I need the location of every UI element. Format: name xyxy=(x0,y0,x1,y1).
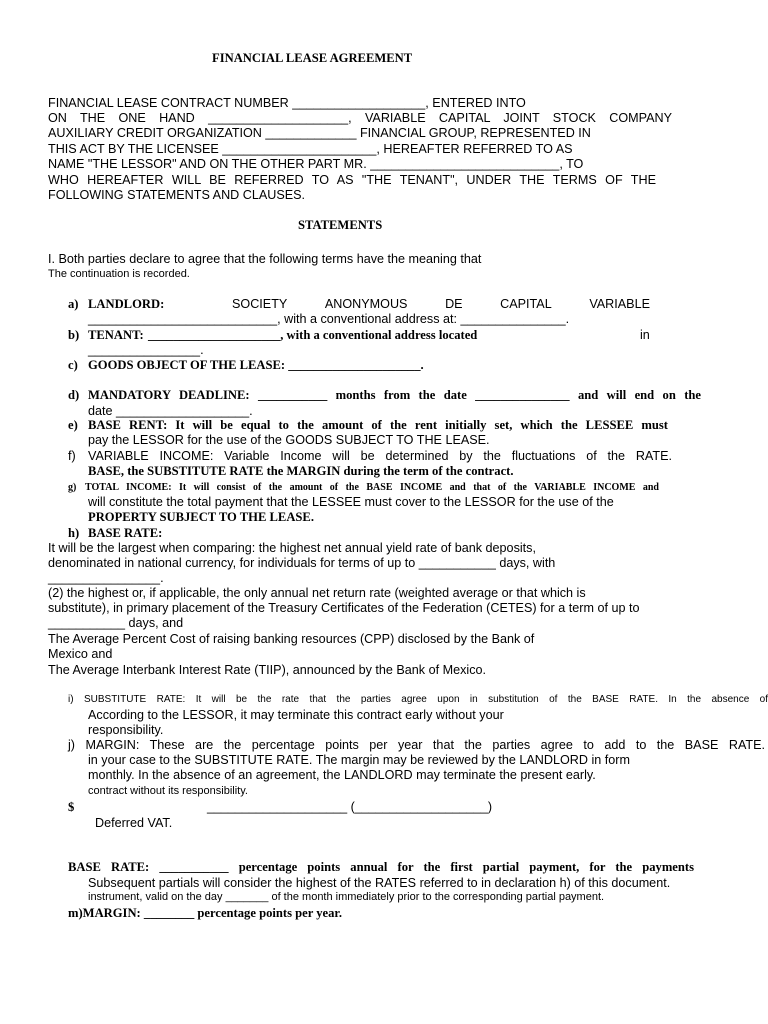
base-rate-clause-line-2: Subsequent partials will consider the highest of the RATES referred to in declaration h) of this document. xyxy=(88,876,671,890)
intro-line-4: THIS ACT BY THE LICENSEE ______________________, HEREAFTER REFERRED TO AS xyxy=(48,142,573,156)
item-a-letter: a) xyxy=(68,297,79,311)
item-i-line-3: responsibility. xyxy=(88,723,164,737)
item-a-word-3: DE xyxy=(445,297,463,311)
item-d-line-2: date ___________________. xyxy=(88,404,253,418)
item-j-line-4: contract without its responsibility. xyxy=(88,785,248,797)
item-b-in: in xyxy=(640,328,650,342)
item-g-letter: g) xyxy=(68,482,77,493)
deferred-vat: Deferred VAT. xyxy=(95,816,173,830)
item-h-label: BASE RATE: xyxy=(88,526,163,540)
item-a-words xyxy=(232,298,650,312)
dollar-sign: $ xyxy=(68,800,75,814)
item-h-letter: h) xyxy=(68,526,80,540)
item-i-line-2: According to the LESSOR, it may terminate this contract early without your xyxy=(88,708,504,722)
item-b-label: TENANT: xyxy=(88,328,144,342)
item-b-letter: b) xyxy=(68,328,80,342)
margin-clause: m)MARGIN: ________ percentage points per year. xyxy=(68,906,342,920)
item-j-line-2: in your case to the SUBSTITUTE RATE. The margin may be reviewed by the LANDLORD in form xyxy=(88,753,630,767)
item-h-p9: The Average Interbank Interest Rate (TIIP), announced by the Bank of Mexico. xyxy=(48,663,486,677)
item-j-text: j) MARGIN: These are the percentage points per year that the parties agree to add to the BASE RATE. xyxy=(68,738,765,752)
intro-line-1: FINANCIAL LEASE CONTRACT NUMBER ___________________, ENTERED INTO xyxy=(48,96,526,110)
item-h-p6: ___________ days, and xyxy=(48,616,184,630)
intro-line-3: AUXILIARY CREDIT ORGANIZATION _____________ FINANCIAL GROUP, REPRESENTED IN xyxy=(48,126,591,140)
item-h-p8: Mexico and xyxy=(48,647,113,661)
item-e-letter: e) xyxy=(68,418,78,432)
item-d-letter: d) xyxy=(68,388,80,402)
item-h-p3: ________________. xyxy=(48,571,164,585)
item-g-text: TOTAL INCOME: It will consist of the amount of the BASE INCOME and that of the VARIABLE INCOME and xyxy=(85,482,659,493)
intro-line-5: NAME "THE LESSOR" AND ON THE OTHER PART MR. ___________________________, TO xyxy=(48,157,584,171)
item-e-text: BASE RENT: It will be equal to the amount of the rent initially set, which the LESSEE must xyxy=(88,418,668,432)
item-c-text: GOODS OBJECT OF THE LEASE: _____________________. xyxy=(88,358,424,372)
item-e-line-2: pay the LESSOR for the use of the GOODS SUBJECT TO THE LEASE. xyxy=(88,433,490,447)
base-rate-clause-line-3: instrument, valid on the day _______ of the month immediately prior to the corresponding partial payment. xyxy=(88,891,605,903)
item-d-text: MANDATORY DEADLINE: ___________ months from the date _______________ and will end on the xyxy=(88,388,701,402)
item-h-p1: It will be the largest when comparing: the highest net annual yield rate of bank deposits, xyxy=(48,541,536,555)
item-a-word-1: SOCIETY xyxy=(232,297,288,311)
item-h-p7: The Average Percent Cost of raising banking resources (CPP) disclosed by the Bank of xyxy=(48,632,535,646)
item-b-line-2: ________________. xyxy=(88,343,204,357)
item-h-p5: substitute), in primary placement of the Treasury Certificates of the Federation (CETES) for a term of up to xyxy=(48,601,640,615)
item-b-text: _____________________, with a conventional address located xyxy=(148,328,478,342)
item-c-letter: c) xyxy=(68,358,78,372)
statement-i-line-1: I. Both parties declare to agree that the following terms have the meaning that xyxy=(48,252,482,266)
item-a-line-2: ___________________________, with a conventional address at: _______________. xyxy=(88,312,570,326)
item-a-word-5: VARIABLE xyxy=(589,297,650,311)
item-g-line-2: will constitute the total payment that the LESSEE must cover to the LESSOR for the use of the xyxy=(88,495,614,509)
base-rate-clause-line-1: BASE RATE: ___________ percentage points annual for the first partial payment, for the payments xyxy=(68,860,694,874)
dollar-amount: ____________________ (___________________) xyxy=(207,800,493,814)
item-f-letter: f) xyxy=(68,449,76,463)
statement-i-line-2: The continuation is recorded. xyxy=(48,268,190,280)
statements-heading: STATEMENTS xyxy=(298,218,383,232)
item-h-p2: denominated in national currency, for individuals for terms of up to ___________ days, with xyxy=(48,556,556,570)
item-f-text: VARIABLE INCOME: Variable Income will be determined by the fluctuations of the RATE. xyxy=(88,449,672,463)
intro-line-6: WHO HEREAFTER WILL BE REFERRED TO AS "THE TENANT", UNDER THE TERMS OF THE xyxy=(48,173,656,187)
item-g-line-3: PROPERTY SUBJECT TO THE LEASE. xyxy=(88,510,314,524)
intro-line-2: ON THE ONE HAND ____________________, VARIABLE CAPITAL JOINT STOCK COMPANY xyxy=(48,111,672,125)
item-i-text: i) SUBSTITUTE RATE: It will be the rate that the parties agree upon in substitution of the BASE RATE. In the absence of xyxy=(68,694,768,705)
item-a-label: LANDLORD: xyxy=(88,297,165,311)
document-title: FINANCIAL LEASE AGREEMENT xyxy=(212,51,413,65)
item-f-line-2: BASE, the SUBSTITUTE RATE the MARGIN during the term of the contract. xyxy=(88,464,514,478)
item-a-word-4: CAPITAL xyxy=(500,297,552,311)
intro-line-7: FOLLOWING STATEMENTS AND CLAUSES. xyxy=(48,188,306,202)
item-j-line-3: monthly. In the absence of an agreement, the LANDLORD may terminate the present early. xyxy=(88,768,596,782)
item-h-p4: (2) the highest or, if applicable, the only annual net return rate (weighted average or that which is xyxy=(48,586,586,600)
item-a-word-2: ANONYMOUS xyxy=(324,297,408,311)
